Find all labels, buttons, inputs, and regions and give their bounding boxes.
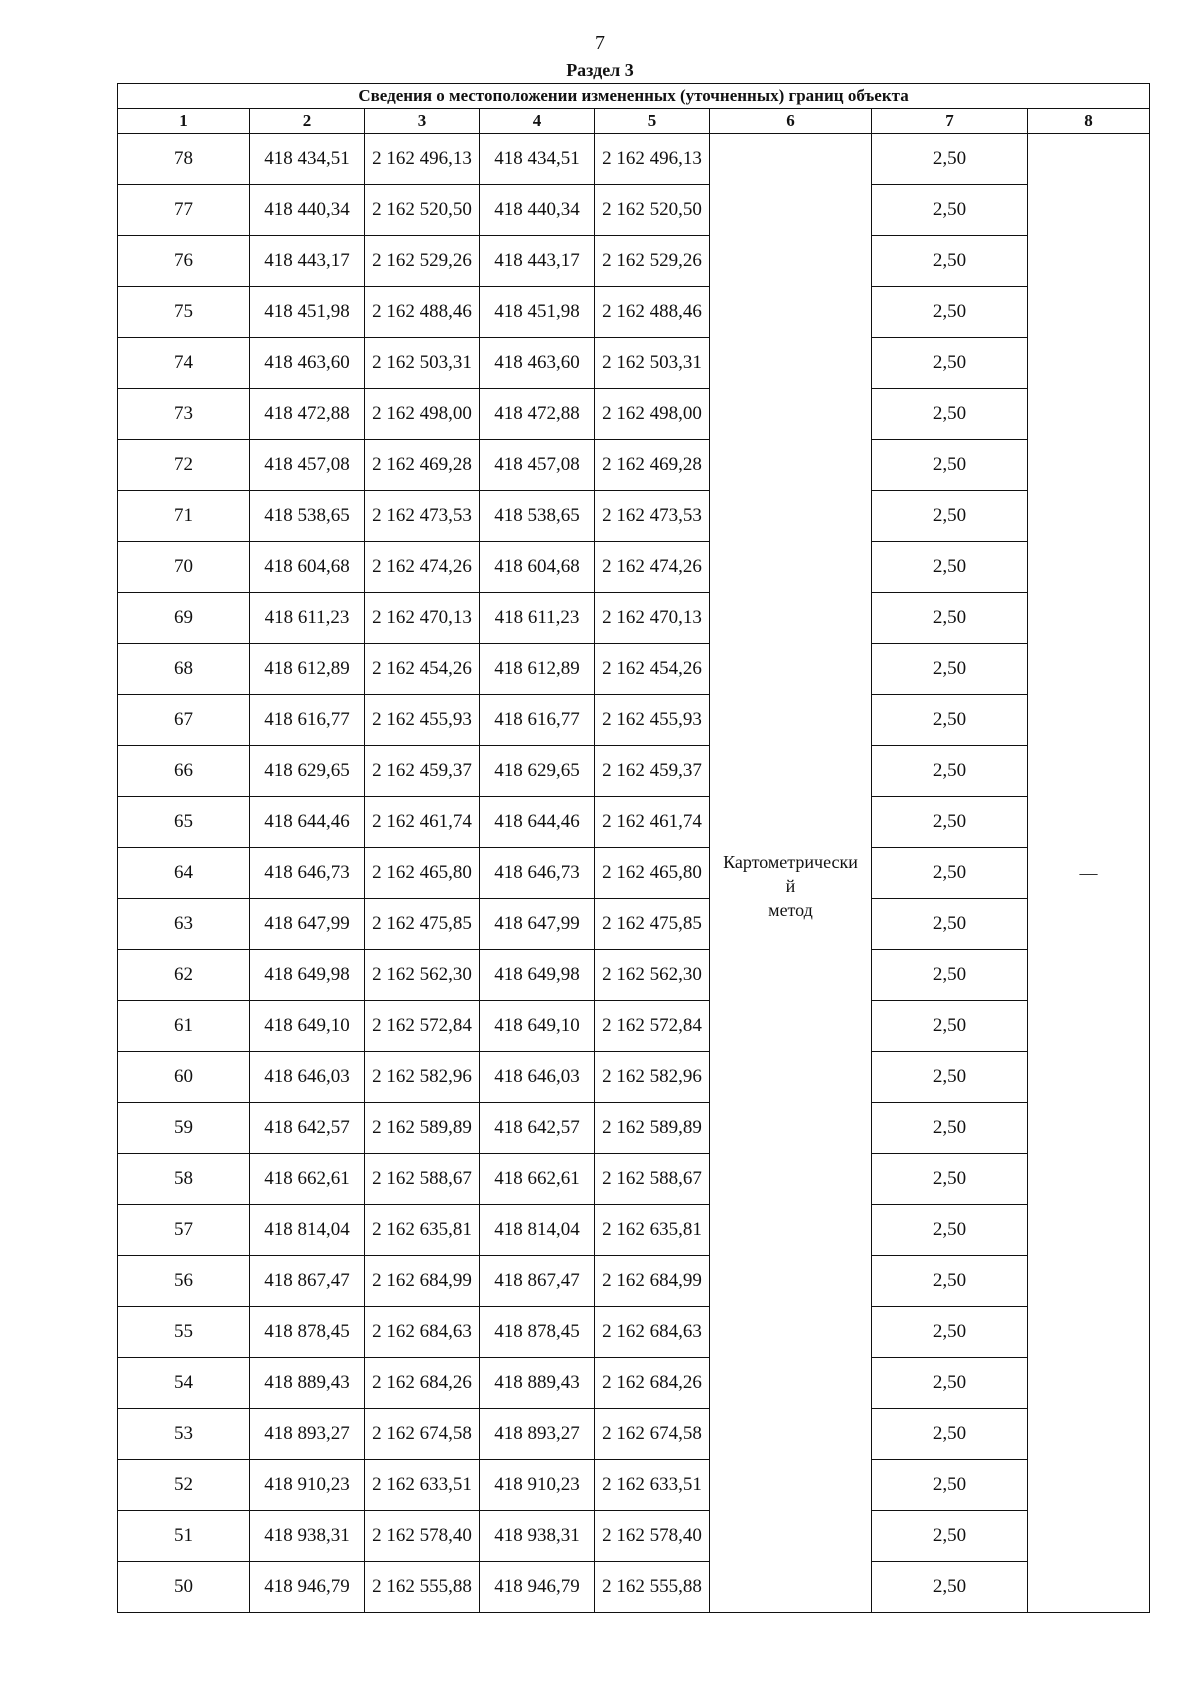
method-line: метод	[768, 899, 813, 920]
table-row	[118, 1256, 1150, 1307]
x-refined-cell: 418 910,23	[480, 1460, 595, 1511]
y-refined-cell: 2 162 578,40	[595, 1511, 710, 1562]
y-refined-cell: 2 162 459,37	[595, 746, 710, 797]
y-refined-cell: 2 162 562,30	[595, 950, 710, 1001]
x-refined-cell: 418 463,60	[480, 338, 595, 389]
y-refined-cell: 2 162 470,13	[595, 593, 710, 644]
accuracy-cell: 2,50	[872, 389, 1028, 440]
x-refined-cell: 418 443,17	[480, 236, 595, 287]
x-existing-cell: 418 440,34	[250, 185, 365, 236]
point-number-cell: 66	[118, 746, 250, 797]
x-refined-cell: 418 440,34	[480, 185, 595, 236]
x-refined-cell: 418 946,79	[480, 1562, 595, 1613]
table-row	[118, 1562, 1150, 1613]
x-refined-cell: 418 642,57	[480, 1103, 595, 1154]
table-row	[118, 950, 1150, 1001]
y-refined-cell: 2 162 503,31	[595, 338, 710, 389]
x-existing-cell: 418 878,45	[250, 1307, 365, 1358]
point-number-cell: 62	[118, 950, 250, 1001]
column-number-2: 2	[250, 109, 365, 134]
y-existing-cell: 2 162 469,28	[365, 440, 480, 491]
y-refined-cell: 2 162 461,74	[595, 797, 710, 848]
y-refined-cell: 2 162 474,26	[595, 542, 710, 593]
method-line: Картометрически	[723, 851, 858, 872]
column-number-row	[118, 109, 1150, 134]
accuracy-cell: 2,50	[872, 1307, 1028, 1358]
y-refined-cell: 2 162 454,26	[595, 644, 710, 695]
y-refined-cell: 2 162 572,84	[595, 1001, 710, 1052]
x-existing-cell: 418 893,27	[250, 1409, 365, 1460]
point-number-cell: 63	[118, 899, 250, 950]
x-refined-cell: 418 616,77	[480, 695, 595, 746]
method-cell	[710, 134, 872, 1613]
table-caption: Сведения о местоположении измененных (уточненных) границ объекта	[118, 84, 1150, 109]
table-row	[118, 134, 1150, 185]
table-row	[118, 848, 1150, 899]
accuracy-cell: 2,50	[872, 542, 1028, 593]
y-existing-cell: 2 162 503,31	[365, 338, 480, 389]
accuracy-cell: 2,50	[872, 899, 1028, 950]
column-number-5: 5	[595, 109, 710, 134]
x-refined-cell: 418 814,04	[480, 1205, 595, 1256]
point-number-cell: 50	[118, 1562, 250, 1613]
point-number-cell: 61	[118, 1001, 250, 1052]
y-existing-cell: 2 162 684,63	[365, 1307, 480, 1358]
x-existing-cell: 418 646,03	[250, 1052, 365, 1103]
accuracy-cell: 2,50	[872, 593, 1028, 644]
x-existing-cell: 418 604,68	[250, 542, 365, 593]
column-number-8: 8	[1028, 109, 1150, 134]
accuracy-cell: 2,50	[872, 236, 1028, 287]
table-row	[118, 1460, 1150, 1511]
accuracy-cell: 2,50	[872, 1103, 1028, 1154]
accuracy-cell: 2,50	[872, 287, 1028, 338]
point-number-cell: 53	[118, 1409, 250, 1460]
table-row	[118, 797, 1150, 848]
y-existing-cell: 2 162 674,58	[365, 1409, 480, 1460]
x-existing-cell: 418 472,88	[250, 389, 365, 440]
table-row	[118, 389, 1150, 440]
table-row	[118, 899, 1150, 950]
x-existing-cell: 418 463,60	[250, 338, 365, 389]
x-refined-cell: 418 629,65	[480, 746, 595, 797]
table-row	[118, 287, 1150, 338]
x-existing-cell: 418 451,98	[250, 287, 365, 338]
point-number-cell: 71	[118, 491, 250, 542]
boundary-coordinates-table	[117, 83, 1150, 1613]
y-refined-cell: 2 162 475,85	[595, 899, 710, 950]
y-existing-cell: 2 162 555,88	[365, 1562, 480, 1613]
point-number-cell: 69	[118, 593, 250, 644]
table-row	[118, 1511, 1150, 1562]
y-refined-cell: 2 162 633,51	[595, 1460, 710, 1511]
x-existing-cell: 418 443,17	[250, 236, 365, 287]
y-existing-cell: 2 162 459,37	[365, 746, 480, 797]
y-refined-cell: 2 162 684,63	[595, 1307, 710, 1358]
x-existing-cell: 418 611,23	[250, 593, 365, 644]
x-existing-cell: 418 814,04	[250, 1205, 365, 1256]
x-refined-cell: 418 878,45	[480, 1307, 595, 1358]
y-existing-cell: 2 162 498,00	[365, 389, 480, 440]
table-body	[118, 134, 1150, 1613]
x-refined-cell: 418 538,65	[480, 491, 595, 542]
accuracy-cell: 2,50	[872, 1562, 1028, 1613]
x-existing-cell: 418 457,08	[250, 440, 365, 491]
column-number-3: 3	[365, 109, 480, 134]
table-row	[118, 593, 1150, 644]
accuracy-cell: 2,50	[872, 950, 1028, 1001]
x-refined-cell: 418 889,43	[480, 1358, 595, 1409]
x-refined-cell: 418 647,99	[480, 899, 595, 950]
table-row	[118, 1103, 1150, 1154]
x-existing-cell: 418 662,61	[250, 1154, 365, 1205]
table-row	[118, 1307, 1150, 1358]
table-row	[118, 644, 1150, 695]
y-existing-cell: 2 162 473,53	[365, 491, 480, 542]
x-refined-cell: 418 472,88	[480, 389, 595, 440]
y-existing-cell: 2 162 520,50	[365, 185, 480, 236]
accuracy-cell: 2,50	[872, 1256, 1028, 1307]
table-row	[118, 236, 1150, 287]
x-existing-cell: 418 938,31	[250, 1511, 365, 1562]
y-existing-cell: 2 162 488,46	[365, 287, 480, 338]
y-existing-cell: 2 162 562,30	[365, 950, 480, 1001]
table-row	[118, 1409, 1150, 1460]
point-number-cell: 56	[118, 1256, 250, 1307]
x-existing-cell: 418 538,65	[250, 491, 365, 542]
section-title: Раздел 3	[566, 60, 634, 80]
table-row	[118, 1001, 1150, 1052]
point-number-cell: 57	[118, 1205, 250, 1256]
y-refined-cell: 2 162 589,89	[595, 1103, 710, 1154]
y-refined-cell: 2 162 473,53	[595, 491, 710, 542]
y-existing-cell: 2 162 461,74	[365, 797, 480, 848]
y-refined-cell: 2 162 674,58	[595, 1409, 710, 1460]
table-row	[118, 746, 1150, 797]
x-existing-cell: 418 649,98	[250, 950, 365, 1001]
accuracy-cell: 2,50	[872, 134, 1028, 185]
y-existing-cell: 2 162 475,85	[365, 899, 480, 950]
y-refined-cell: 2 162 635,81	[595, 1205, 710, 1256]
x-refined-cell: 418 867,47	[480, 1256, 595, 1307]
accuracy-cell: 2,50	[872, 848, 1028, 899]
y-refined-cell: 2 162 455,93	[595, 695, 710, 746]
x-existing-cell: 418 910,23	[250, 1460, 365, 1511]
y-existing-cell: 2 162 454,26	[365, 644, 480, 695]
y-refined-cell: 2 162 498,00	[595, 389, 710, 440]
x-refined-cell: 418 938,31	[480, 1511, 595, 1562]
y-existing-cell: 2 162 455,93	[365, 695, 480, 746]
point-number-cell: 52	[118, 1460, 250, 1511]
point-number-cell: 70	[118, 542, 250, 593]
table-row	[118, 440, 1150, 491]
y-existing-cell: 2 162 496,13	[365, 134, 480, 185]
table-row	[118, 542, 1150, 593]
accuracy-cell: 2,50	[872, 797, 1028, 848]
column-number-6: 6	[710, 109, 872, 134]
table-row	[118, 338, 1150, 389]
table-row	[118, 1205, 1150, 1256]
y-existing-cell: 2 162 529,26	[365, 236, 480, 287]
accuracy-cell: 2,50	[872, 1460, 1028, 1511]
y-existing-cell: 2 162 684,99	[365, 1256, 480, 1307]
y-existing-cell: 2 162 474,26	[365, 542, 480, 593]
accuracy-cell: 2,50	[872, 644, 1028, 695]
point-number-cell: 59	[118, 1103, 250, 1154]
y-refined-cell: 2 162 520,50	[595, 185, 710, 236]
column-number-7: 7	[872, 109, 1028, 134]
x-refined-cell: 418 662,61	[480, 1154, 595, 1205]
y-refined-cell: 2 162 465,80	[595, 848, 710, 899]
point-number-cell: 77	[118, 185, 250, 236]
point-number-cell: 78	[118, 134, 250, 185]
y-refined-cell: 2 162 588,67	[595, 1154, 710, 1205]
table-row	[118, 1358, 1150, 1409]
accuracy-cell: 2,50	[872, 1001, 1028, 1052]
y-existing-cell: 2 162 470,13	[365, 593, 480, 644]
y-existing-cell: 2 162 635,81	[365, 1205, 480, 1256]
x-refined-cell: 418 457,08	[480, 440, 595, 491]
accuracy-cell: 2,50	[872, 1052, 1028, 1103]
y-existing-cell: 2 162 582,96	[365, 1052, 480, 1103]
accuracy-cell: 2,50	[872, 1154, 1028, 1205]
point-number-cell: 72	[118, 440, 250, 491]
x-refined-cell: 418 649,98	[480, 950, 595, 1001]
point-number-cell: 51	[118, 1511, 250, 1562]
x-existing-cell: 418 434,51	[250, 134, 365, 185]
table-row	[118, 695, 1150, 746]
point-number-cell: 67	[118, 695, 250, 746]
x-existing-cell: 418 946,79	[250, 1562, 365, 1613]
column-number-4: 4	[480, 109, 595, 134]
accuracy-cell: 2,50	[872, 746, 1028, 797]
accuracy-cell: 2,50	[872, 440, 1028, 491]
x-existing-cell: 418 612,89	[250, 644, 365, 695]
y-existing-cell: 2 162 578,40	[365, 1511, 480, 1562]
y-refined-cell: 2 162 684,99	[595, 1256, 710, 1307]
x-existing-cell: 418 616,77	[250, 695, 365, 746]
point-number-cell: 74	[118, 338, 250, 389]
table-row	[118, 185, 1150, 236]
accuracy-cell: 2,50	[872, 338, 1028, 389]
point-number-cell: 54	[118, 1358, 250, 1409]
table-row	[118, 1052, 1150, 1103]
x-existing-cell: 418 647,99	[250, 899, 365, 950]
x-existing-cell: 418 642,57	[250, 1103, 365, 1154]
x-refined-cell: 418 649,10	[480, 1001, 595, 1052]
y-existing-cell: 2 162 588,67	[365, 1154, 480, 1205]
accuracy-cell: 2,50	[872, 1205, 1028, 1256]
x-existing-cell: 418 629,65	[250, 746, 365, 797]
column-number-1: 1	[118, 109, 250, 134]
x-existing-cell: 418 649,10	[250, 1001, 365, 1052]
y-refined-cell: 2 162 469,28	[595, 440, 710, 491]
point-number-cell: 65	[118, 797, 250, 848]
column-8-cell: —	[1028, 134, 1150, 1613]
y-existing-cell: 2 162 633,51	[365, 1460, 480, 1511]
y-existing-cell: 2 162 572,84	[365, 1001, 480, 1052]
x-refined-cell: 418 434,51	[480, 134, 595, 185]
y-refined-cell: 2 162 684,26	[595, 1358, 710, 1409]
x-refined-cell: 418 644,46	[480, 797, 595, 848]
point-number-cell: 60	[118, 1052, 250, 1103]
table-row	[118, 1154, 1150, 1205]
page-number: 7	[595, 32, 605, 54]
y-refined-cell: 2 162 555,88	[595, 1562, 710, 1613]
y-existing-cell: 2 162 465,80	[365, 848, 480, 899]
x-refined-cell: 418 612,89	[480, 644, 595, 695]
x-existing-cell: 418 867,47	[250, 1256, 365, 1307]
accuracy-cell: 2,50	[872, 695, 1028, 746]
x-refined-cell: 418 451,98	[480, 287, 595, 338]
accuracy-cell: 2,50	[872, 185, 1028, 236]
x-refined-cell: 418 611,23	[480, 593, 595, 644]
method-line: й	[785, 875, 796, 896]
accuracy-cell: 2,50	[872, 491, 1028, 542]
point-number-cell: 76	[118, 236, 250, 287]
x-refined-cell: 418 646,73	[480, 848, 595, 899]
point-number-cell: 58	[118, 1154, 250, 1205]
y-refined-cell: 2 162 496,13	[595, 134, 710, 185]
x-existing-cell: 418 646,73	[250, 848, 365, 899]
y-existing-cell: 2 162 684,26	[365, 1358, 480, 1409]
point-number-cell: 68	[118, 644, 250, 695]
point-number-cell: 64	[118, 848, 250, 899]
y-refined-cell: 2 162 582,96	[595, 1052, 710, 1103]
x-refined-cell: 418 604,68	[480, 542, 595, 593]
x-existing-cell: 418 889,43	[250, 1358, 365, 1409]
x-existing-cell: 418 644,46	[250, 797, 365, 848]
point-number-cell: 75	[118, 287, 250, 338]
accuracy-cell: 2,50	[872, 1358, 1028, 1409]
x-refined-cell: 418 893,27	[480, 1409, 595, 1460]
y-refined-cell: 2 162 488,46	[595, 287, 710, 338]
y-existing-cell: 2 162 589,89	[365, 1103, 480, 1154]
x-refined-cell: 418 646,03	[480, 1052, 595, 1103]
y-refined-cell: 2 162 529,26	[595, 236, 710, 287]
accuracy-cell: 2,50	[872, 1409, 1028, 1460]
point-number-cell: 55	[118, 1307, 250, 1358]
accuracy-cell: 2,50	[872, 1511, 1028, 1562]
point-number-cell: 73	[118, 389, 250, 440]
table-row	[118, 491, 1150, 542]
